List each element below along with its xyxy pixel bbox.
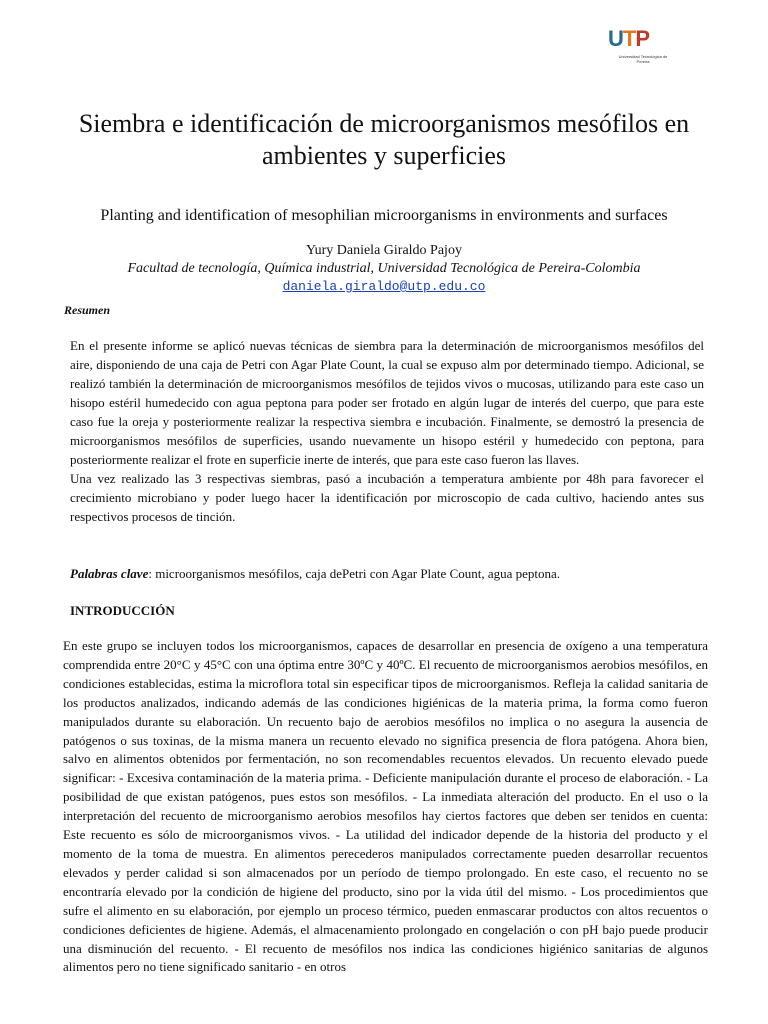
english-title: Planting and identification of mesophilian microorganisms in environments and surfaces — [100, 207, 668, 224]
introduction-body: En este grupo se incluyen todos los microorganismos, capaces de desarrollar en presencia de oxígeno a una temperatura comprendida entre 20°C y 45°C con una óptima entre 30ºC y 40ºC. El recuento de microorganismos aerobios mesófilos, en condiciones establecidas, estima la microflora total sin especificar tipos de microorganismos. Refleja la calidad sanitaria de los productos analizados, indicando además de las condiciones higiénicas de la materia prima, la forma como fueron manipulados durante su elaboración. Un recuento bajo de aerobios mesófilos no implica o no asegura la ausencia de patógenos o sus toxinas, de la misma manera un recuento elevado no significa presencia de flora patógena. Ahora bien, salvo en alimentos obtenidos por fermentación, no son recomendables recuentos elevados. Un recuento elevado puede significar: - Excesiva contaminación de la materia prima. - Deficiente manipulación durante el proceso de elaboración. - La posibilidad de que existan patógenos, pues estos son mesófilos. - La inmediata alteración del producto. En el uso o la interpretación del recuento de microorganismo aerobios mesofilos hay ciertos factores que deben ser tenidos en cuenta: Este recuento es sólo de microorganismos vivos. - La utilidad del indicador depende de la historia del producto y el momento de la toma de muestra. En alimentos perecederos manipulados correctamente pueden desarrollar recuentos elevados y perder calidad si son almacenados por un período de tiempo prolongado. En este caso, el recuento no se encontraría elevado por la condición de higiene del producto, sino por la vida útil del mismo. - Los procedimientos que sufre el alimento en su elaboración, por ejemplo un proceso térmico, pueden enmascarar productos con altos recuentos o condiciones deficientes de higiene. Además, el almacenamiento prolongado en congelación o con pH bajo puede producir una disminución del recuento. - El recuento de mesófilos nos indica las condiciones higiénico sanitarias de algunos alimentos pero no tiene significado sanitario - en otros — [63, 638, 708, 975]
keywords-line — [70, 565, 710, 583]
keywords-text: : microorganismos mesófilos, caja dePetri con Agar Plate Count, agua peptona. — [148, 566, 561, 581]
university-logo — [608, 28, 668, 68]
keywords-label: Palabras clave — [70, 566, 149, 581]
document-title: Siembra e identificación de microorganismos mesófilos en ambientes y superficies — [78, 109, 690, 170]
abstract-paragraph-1: En el presente informe se aplicó nuevas técnicas de siembra para la determinación de microorganismos mesófilos del aire, disponiendo de una caja de Petri con Agar Plate Count, la cual se expuso alm por determinado tiempo. Adicional, se realizó también la determinación de microorganismos mesófilos de tejidos vivos o mucosas, utilizando para este caso un hisopo estéril humedecido con agua peptona para poder ser frotado en algún lugar de interés del cuerpo, que para este caso fue la oreja y posteriormente realizar la respectiva siembra e incubación. Finalmente, se demostró la presencia de microorganismos mesófilos de superficies, usando nuevamente un hisopo estéril y humedecido con peptona, para posteriormente realizar el frote en superficie inerte de interés, que para este caso fueron las llaves. — [70, 338, 704, 467]
email-link[interactable]: daniela.giraldo@utp.edu.co — [282, 279, 486, 294]
author-email[interactable] — [40, 278, 728, 296]
abstract-heading: Resumen — [64, 303, 111, 317]
abstract-body — [70, 336, 704, 526]
introduction-heading: INTRODUCCIÓN — [70, 603, 175, 618]
author-affiliation: Facultad de tecnología, Química industrial, Universidad Tecnológica de Pereira-Colombia — [127, 261, 641, 276]
author-name: Yury Daniela Giraldo Pajoy — [306, 243, 462, 258]
abstract-paragraph-2: Una vez realizado las 3 respectivas siembras, pasó a incubación a temperatura ambiente por 48h para favorecer el crecimiento microbiano y poder luego hacer la identificación por microscopio de cada cultivo, haciendo antes sus respectivos procesos de tinción. — [70, 471, 704, 524]
logo-wordmark: UTP — [608, 26, 650, 51]
logo-subtitle: Universidad Tecnológica de Pereira — [618, 54, 668, 64]
